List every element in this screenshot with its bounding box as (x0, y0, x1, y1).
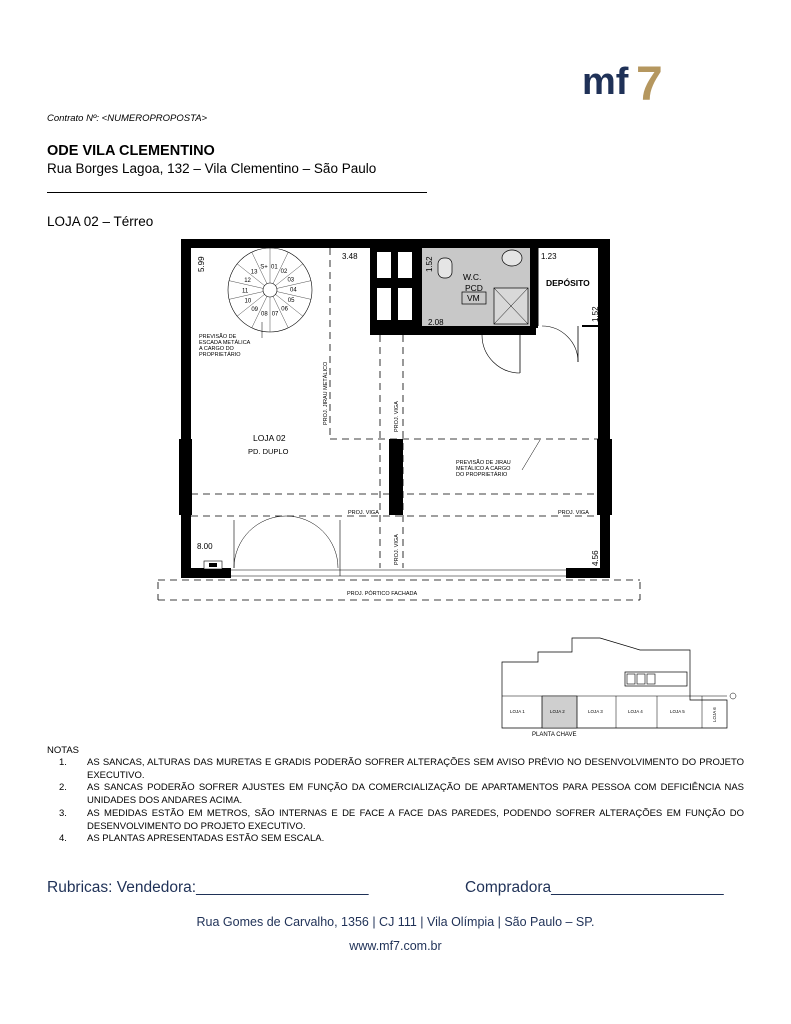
note-item (47, 757, 744, 782)
proj-viga-vertical-label: PROJ. VIGA (394, 401, 400, 432)
dim-5-99: 5.99 (197, 256, 206, 272)
proj-portico-label: PROJ. PÓRTICO FACHADA (347, 591, 418, 597)
note-item (47, 833, 744, 846)
stair-step-number: 07 (271, 311, 279, 318)
dim-1-52-wc: 1.52 (425, 256, 434, 272)
mf7-logo (582, 58, 672, 104)
seller-signature-line: Rubricas: Vendedora:____________________ (47, 879, 369, 896)
jirau-note (456, 459, 511, 478)
stair-step-number: 01 (270, 264, 278, 271)
loja-room-label: LOJA 02 (253, 433, 286, 443)
sink-icon (502, 250, 522, 266)
project-title: ODE VILA CLEMENTINO (47, 143, 215, 159)
stair-step-number: 12 (244, 277, 251, 284)
stair-step-number: 02 (280, 269, 288, 276)
floor-plan (150, 235, 650, 615)
note-number: 4. (59, 833, 67, 845)
wc-label: W.C. (463, 272, 482, 282)
dim-8-00: 8.00 (197, 542, 213, 551)
note-number: 3. (59, 807, 67, 819)
dim-3-48: 3.48 (342, 252, 358, 261)
note-text: AS SANCAS, ALTURAS DAS MURETAS E GRADIS PODERÃO SOFRER ALTERAÇÕES SEM AVISO PRÉVIO NO DESENVOLVIMENTO DO PROJETO EXECUTIVO. (87, 757, 744, 781)
note-text: AS SANCAS PODERÃO SOFRER AJUSTES EM FUNÇÃO DA COMERCIALIZAÇÃO DE APARTAMENTOS PARA PESSOA COM DEFICIÊNCIA NAS UNIDADES DOS ANDARES ACIMA. (87, 782, 744, 807)
wc-door (482, 335, 520, 373)
proj-jirau-label: PROJ. JIRAU METÁLICO (323, 361, 329, 425)
dim-1-23: 1.23 (541, 252, 557, 261)
note-text: AS PLANTAS APRESENTADAS ESTÃO SEM ESCALA. (87, 833, 325, 845)
stair-step-number: 06 (281, 306, 288, 313)
proj-viga-label-2: PROJ. VIGA (558, 510, 589, 516)
svg-text:A CARGO DO: A CARGO DO (199, 346, 234, 352)
buyer-signature-line: Compradora____________________ (465, 879, 724, 896)
dim-4-56: 4.56 (591, 550, 600, 566)
footer-website: www.mf7.com.br (349, 939, 442, 953)
stair-step-number: 11 (242, 288, 249, 295)
note-text: AS MEDIDAS ESTÃO EM METROS, SÃO INTERNAS E DE FACE A FACE DAS PAREDES, PODENDO SOFRER ALTERAÇÕES EM FUNÇÃO DO DESENVOLVIMENTO DO PROJETO EXECUTIVO. (87, 807, 744, 832)
toilet-icon (438, 258, 452, 278)
proj-viga-label: PROJ. VIGA (348, 510, 379, 516)
notes-title: NOTAS (47, 745, 80, 756)
note-item (47, 808, 744, 833)
stair-step-number: 05 (287, 298, 295, 305)
keyplan-outline (502, 638, 727, 728)
deposito-label: DEPÓSITO (546, 278, 590, 288)
note-number: 1. (59, 757, 67, 768)
wc-vm-label: VM (467, 293, 480, 303)
spiral-stair (228, 248, 312, 332)
footer-address: Rua Gomes de Carvalho, 1356 | CJ 111 | Vila Olímpia | São Paulo – SP. (196, 915, 595, 929)
svg-text:PROPRIETÁRIO: PROPRIETÁRIO (199, 352, 241, 358)
note-number: 2. (59, 782, 67, 794)
svg-text:ESCADA METÁLICA: ESCADA METÁLICA (199, 340, 251, 346)
key-plan (495, 630, 745, 742)
keyplan-loja6: LOJA 6 (712, 707, 717, 722)
keyplan-loja1: LOJA 1 (510, 709, 525, 714)
svg-text:PREVISÃO DE: PREVISÃO DE (199, 334, 237, 340)
keyplan-title: PLANTA CHAVE (532, 732, 577, 738)
unit-label: LOJA 02 – Térreo (47, 214, 154, 229)
header-divider (47, 192, 427, 193)
svg-text:DO PROPRIETÁRIO: DO PROPRIETÁRIO (456, 472, 508, 478)
wc-pcd-label: PCD (465, 283, 483, 293)
dim-2-08: 2.08 (428, 318, 444, 327)
stair-step-number: S+ (260, 264, 268, 271)
stair-step-number: 03 (287, 277, 295, 284)
keyplan-loja2: LOJA 2 (550, 709, 565, 714)
stair-step-number: 13 (250, 269, 258, 276)
stair-step-number: 09 (251, 306, 259, 313)
keyplan-loja4: LOJA 4 (628, 709, 643, 714)
stair-step-number: 08 (261, 311, 268, 318)
svg-text:PREVISÃO DE JIRAU: PREVISÃO DE JIRAU (456, 460, 511, 466)
keyplan-loja3: LOJA 3 (588, 709, 603, 714)
stair-step-number: 10 (244, 298, 252, 305)
deposito-door (542, 326, 578, 362)
svg-text:METÁLICO A CARGO: METÁLICO A CARGO (456, 466, 511, 472)
note-item (47, 782, 744, 807)
dim-1-52-deposito: 1.52 (591, 306, 600, 322)
project-address: Rua Borges Lagoa, 132 – Vila Clementino – São Paulo (47, 161, 377, 176)
logo-text-accent: 7 (636, 58, 663, 104)
keyplan-loja5: LOJA 5 (670, 709, 685, 714)
contract-number: Contrato Nº: <NUMEROPROPOSTA> (47, 113, 208, 124)
stair-note (199, 333, 251, 358)
loja-room-sub: PD. DUPLO (248, 447, 289, 456)
proj-viga-vertical-label-2: PROJ. VIGA (394, 534, 400, 565)
notes-list (47, 757, 744, 846)
logo-text-main: mf (582, 61, 629, 103)
stair-step-number: 04 (289, 287, 297, 294)
